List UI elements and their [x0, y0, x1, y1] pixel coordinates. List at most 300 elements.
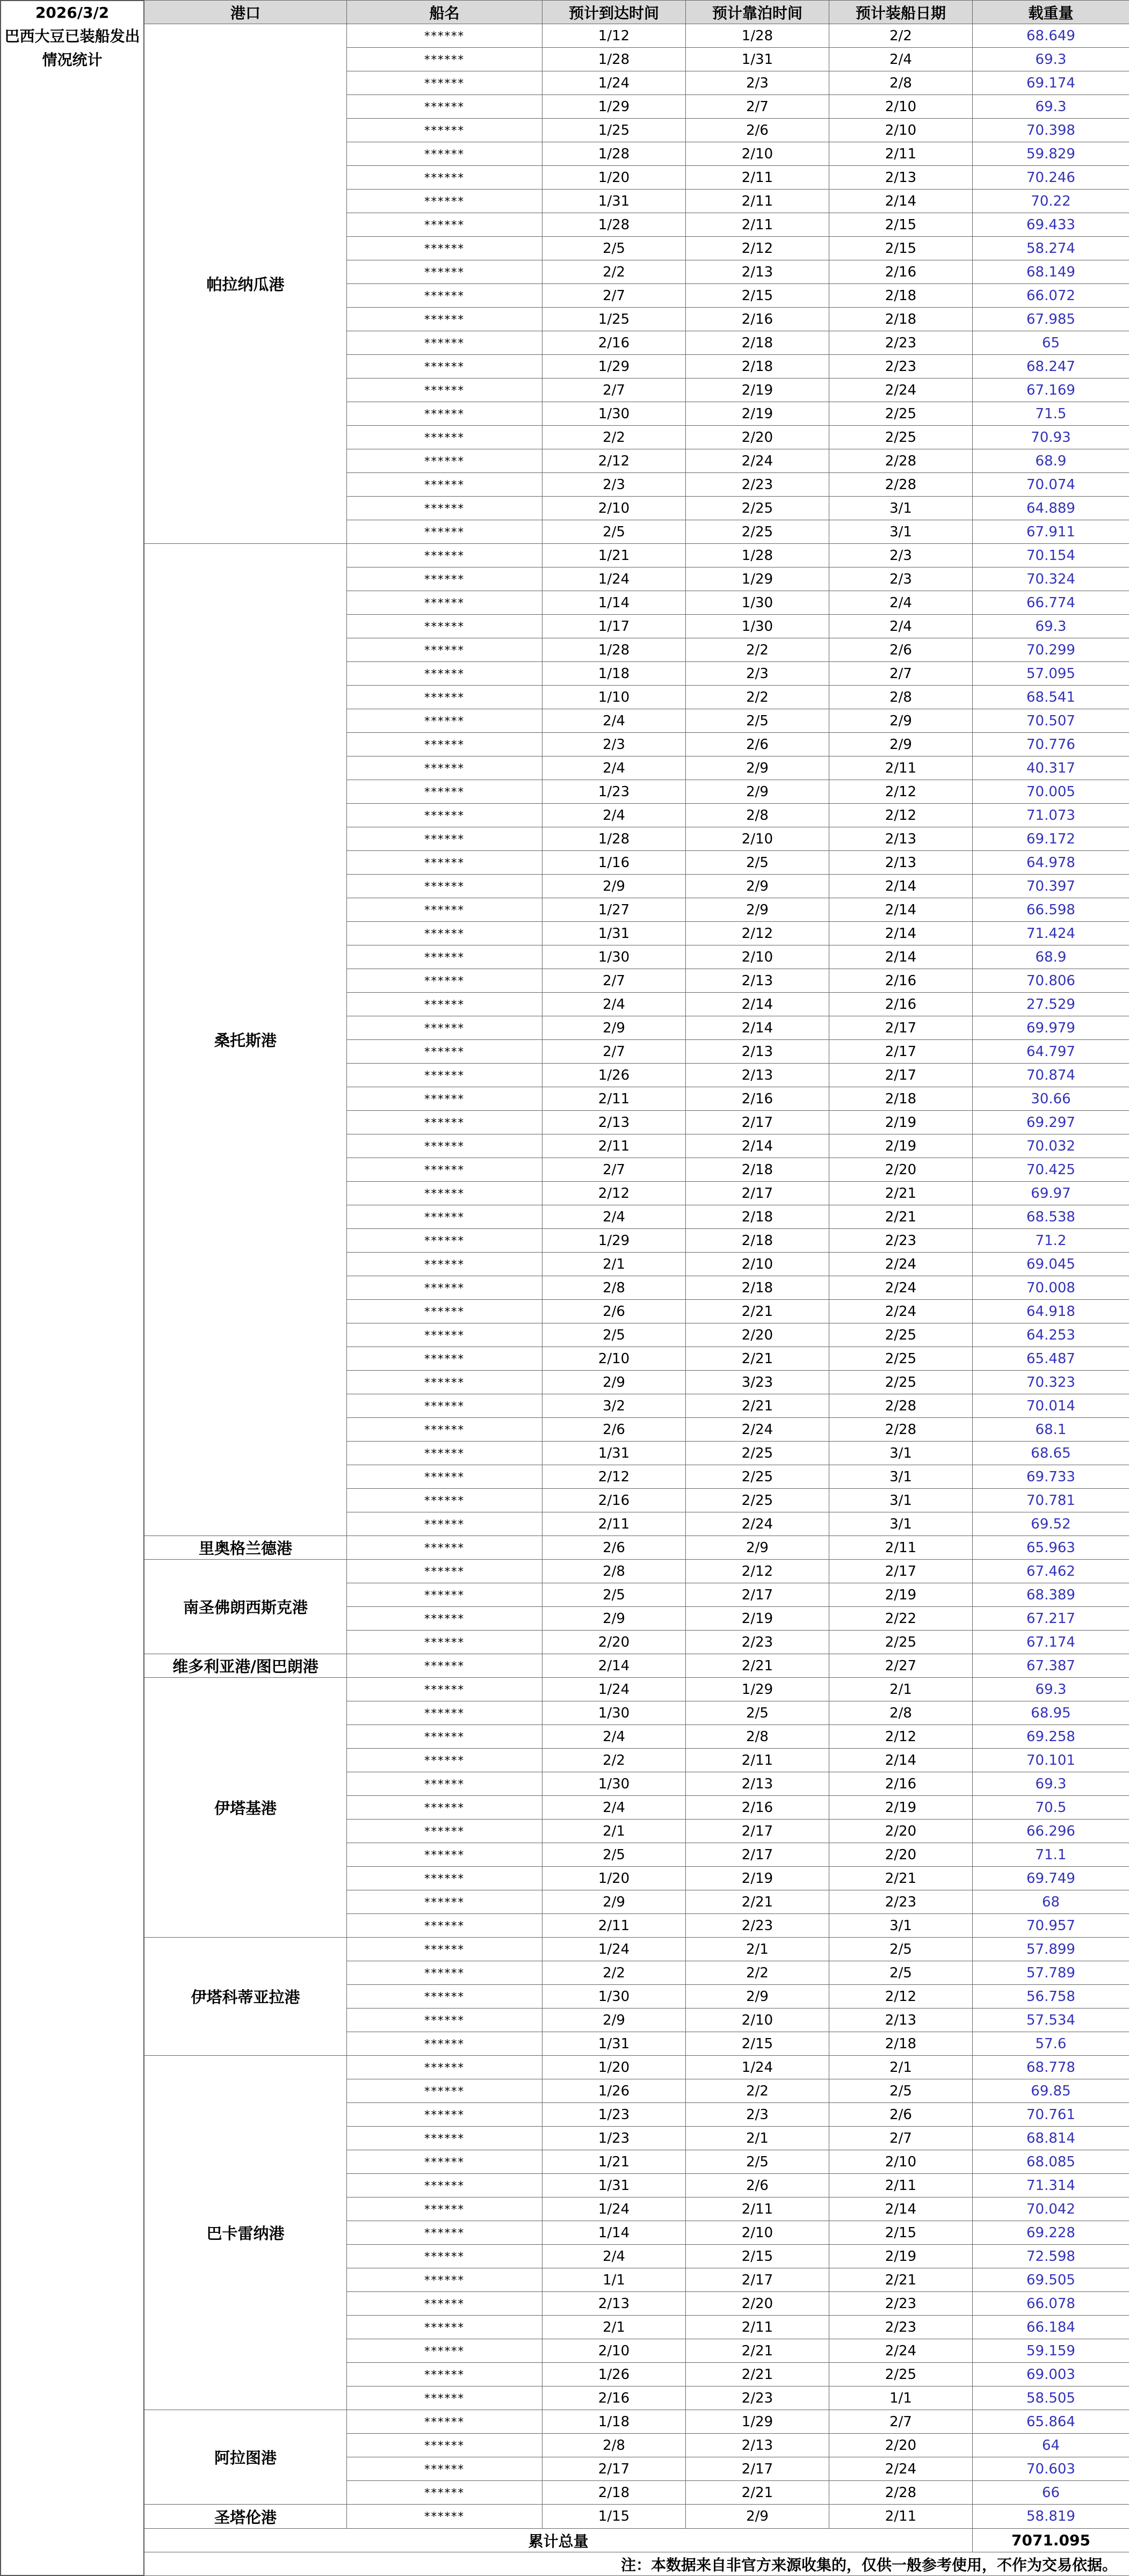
- load-volume: 70.806: [973, 969, 1129, 993]
- table-row: [144, 544, 1129, 567]
- arrival-date: 1/29: [542, 95, 686, 119]
- report-sidebar: [0, 0, 144, 2576]
- ship-name: ******: [347, 1300, 542, 1323]
- ship-name: ******: [347, 1772, 542, 1796]
- berth-date: 2/15: [686, 2245, 829, 2268]
- arrival-date: 1/12: [542, 24, 686, 48]
- port-name: 阿拉图港: [144, 2410, 347, 2505]
- loading-date: 2/4: [829, 48, 973, 71]
- load-volume: 58.819: [973, 2505, 1129, 2529]
- load-volume: 70.781: [973, 1489, 1129, 1512]
- table-row: [144, 2410, 1129, 2434]
- arrival-date: 1/30: [542, 402, 686, 426]
- arrival-date: 1/28: [542, 827, 686, 851]
- load-volume: 70.957: [973, 1914, 1129, 1938]
- berth-date: 2/13: [686, 1064, 829, 1087]
- arrival-date: 2/12: [542, 1182, 686, 1205]
- header-ship: 船名: [347, 1, 542, 24]
- berth-date: 2/3: [686, 71, 829, 95]
- load-volume: 70.005: [973, 780, 1129, 804]
- berth-date: 2/10: [686, 2221, 829, 2245]
- loading-date: 3/1: [829, 1465, 973, 1489]
- loading-date: 2/27: [829, 1654, 973, 1678]
- ship-name: ******: [347, 898, 542, 922]
- load-volume: 69.733: [973, 1465, 1129, 1489]
- arrival-date: 2/6: [542, 1536, 686, 1560]
- load-volume: 57.789: [973, 1961, 1129, 1985]
- ship-name: ******: [347, 2386, 542, 2410]
- load-volume: 69.52: [973, 1512, 1129, 1536]
- loading-date: 2/24: [829, 1300, 973, 1323]
- load-volume: 70.761: [973, 2103, 1129, 2127]
- ship-name: ******: [347, 969, 542, 993]
- berth-date: 2/21: [686, 1347, 829, 1371]
- berth-date: 2/2: [686, 686, 829, 709]
- berth-date: 2/9: [686, 2505, 829, 2529]
- load-volume: 68.65: [973, 1442, 1129, 1465]
- load-volume: 70.008: [973, 1276, 1129, 1300]
- ship-name: ******: [347, 2079, 542, 2103]
- load-volume: 65.963: [973, 1536, 1129, 1560]
- loading-date: 2/14: [829, 898, 973, 922]
- loading-date: 2/14: [829, 1749, 973, 1772]
- berth-date: 2/1: [686, 2127, 829, 2150]
- berth-date: 2/21: [686, 2363, 829, 2386]
- ship-name: ******: [347, 1323, 542, 1347]
- loading-date: 2/25: [829, 1371, 973, 1394]
- arrival-date: 2/16: [542, 1489, 686, 1512]
- berth-date: 2/1: [686, 1938, 829, 1961]
- port-name: 维多利亚港/图巴朗港: [144, 1654, 347, 1678]
- load-volume: 57.534: [973, 2009, 1129, 2032]
- arrival-date: 3/2: [542, 1394, 686, 1418]
- loading-date: 2/25: [829, 1347, 973, 1371]
- arrival-date: 2/8: [542, 1276, 686, 1300]
- ship-name: ******: [347, 638, 542, 662]
- loading-date: 3/1: [829, 1442, 973, 1465]
- ship-name: ******: [347, 1631, 542, 1654]
- arrival-date: 1/24: [542, 1938, 686, 1961]
- berth-date: 3/23: [686, 1371, 829, 1394]
- arrival-date: 1/30: [542, 945, 686, 969]
- load-volume: 68.541: [973, 686, 1129, 709]
- loading-date: 2/17: [829, 1040, 973, 1064]
- loading-date: 2/13: [829, 2009, 973, 2032]
- arrival-date: 1/14: [542, 2221, 686, 2245]
- ship-name: ******: [347, 284, 542, 308]
- loading-date: 2/24: [829, 1276, 973, 1300]
- arrival-date: 2/11: [542, 1914, 686, 1938]
- load-volume: 71.5: [973, 402, 1129, 426]
- load-volume: 70.603: [973, 2457, 1129, 2481]
- header-volume: 载重量: [973, 1, 1129, 24]
- port-name: 帕拉纳瓜港: [144, 24, 347, 544]
- berth-date: 2/21: [686, 2481, 829, 2505]
- loading-date: 2/7: [829, 662, 973, 686]
- loading-date: 2/11: [829, 2174, 973, 2197]
- loading-date: 2/20: [829, 1843, 973, 1867]
- ship-name: ******: [347, 544, 542, 567]
- arrival-date: 1/14: [542, 591, 686, 615]
- ship-name: ******: [347, 331, 542, 355]
- total-label: 累计总量: [144, 2529, 973, 2552]
- load-volume: 72.598: [973, 2245, 1129, 2268]
- berth-date: 2/5: [686, 1701, 829, 1725]
- loading-date: 2/28: [829, 473, 973, 497]
- loading-date: 2/11: [829, 142, 973, 166]
- loading-date: 2/17: [829, 1016, 973, 1040]
- ship-name: ******: [347, 1914, 542, 1938]
- ship-name: ******: [347, 1701, 542, 1725]
- ship-name: ******: [347, 71, 542, 95]
- load-volume: 66.598: [973, 898, 1129, 922]
- arrival-date: 1/29: [542, 1229, 686, 1253]
- load-volume: 70.5: [973, 1796, 1129, 1820]
- arrival-date: 2/18: [542, 2481, 686, 2505]
- berth-date: 2/5: [686, 851, 829, 875]
- loading-date: 2/12: [829, 780, 973, 804]
- load-volume: 67.174: [973, 1631, 1129, 1654]
- load-volume: 70.032: [973, 1134, 1129, 1158]
- ship-name: ******: [347, 993, 542, 1016]
- arrival-date: 2/2: [542, 260, 686, 284]
- ship-name: ******: [347, 1489, 542, 1512]
- ship-name: ******: [347, 1276, 542, 1300]
- total-value: 7071.095: [973, 2529, 1129, 2552]
- load-volume: 71.424: [973, 922, 1129, 945]
- load-volume: 69.3: [973, 1772, 1129, 1796]
- loading-date: 2/10: [829, 2150, 973, 2174]
- load-volume: 69.172: [973, 827, 1129, 851]
- arrival-date: 2/5: [542, 1323, 686, 1347]
- load-volume: 65: [973, 331, 1129, 355]
- arrival-date: 2/2: [542, 1749, 686, 1772]
- loading-date: 2/6: [829, 638, 973, 662]
- berth-date: 2/9: [686, 780, 829, 804]
- ship-name: ******: [347, 709, 542, 733]
- arrival-date: 1/17: [542, 615, 686, 638]
- ship-name: ******: [347, 2032, 542, 2056]
- berth-date: 2/12: [686, 922, 829, 945]
- arrival-date: 2/2: [542, 426, 686, 449]
- loading-date: 3/1: [829, 1489, 973, 1512]
- loading-date: 2/1: [829, 2056, 973, 2079]
- arrival-date: 2/4: [542, 1796, 686, 1820]
- loading-date: 2/8: [829, 71, 973, 95]
- ship-name: ******: [347, 1796, 542, 1820]
- arrival-date: 2/20: [542, 1631, 686, 1654]
- loading-date: 2/17: [829, 1560, 973, 1583]
- arrival-date: 2/6: [542, 1418, 686, 1442]
- arrival-date: 1/23: [542, 2103, 686, 2127]
- ship-name: ******: [347, 567, 542, 591]
- arrival-date: 2/10: [542, 2339, 686, 2363]
- ship-name: ******: [347, 1016, 542, 1040]
- total-row: [144, 2529, 1129, 2552]
- berth-date: 2/21: [686, 1300, 829, 1323]
- arrival-date: 1/24: [542, 71, 686, 95]
- berth-date: 2/21: [686, 2339, 829, 2363]
- ship-name: ******: [347, 142, 542, 166]
- arrival-date: 1/28: [542, 213, 686, 237]
- arrival-date: 1/31: [542, 922, 686, 945]
- berth-date: 2/17: [686, 1843, 829, 1867]
- berth-date: 2/7: [686, 95, 829, 119]
- arrival-date: 2/1: [542, 1253, 686, 1276]
- arrival-date: 2/3: [542, 733, 686, 756]
- ship-name: ******: [347, 1205, 542, 1229]
- loading-date: 2/20: [829, 2434, 973, 2457]
- load-volume: 69.297: [973, 1111, 1129, 1134]
- arrival-date: 2/4: [542, 709, 686, 733]
- ship-name: ******: [347, 1890, 542, 1914]
- berth-date: 1/30: [686, 591, 829, 615]
- ship-name: ******: [347, 48, 542, 71]
- berth-date: 2/6: [686, 2174, 829, 2197]
- berth-date: 2/13: [686, 2434, 829, 2457]
- arrival-date: 2/13: [542, 2292, 686, 2316]
- loading-date: 2/16: [829, 969, 973, 993]
- loading-date: 2/17: [829, 1064, 973, 1087]
- load-volume: 69.505: [973, 2268, 1129, 2292]
- berth-date: 2/2: [686, 2079, 829, 2103]
- loading-date: 2/23: [829, 331, 973, 355]
- berth-date: 2/11: [686, 213, 829, 237]
- arrival-date: 2/5: [542, 520, 686, 544]
- berth-date: 2/11: [686, 1749, 829, 1772]
- ship-name: ******: [347, 686, 542, 709]
- ship-name: ******: [347, 1182, 542, 1205]
- load-volume: 69.003: [973, 2363, 1129, 2386]
- port-name: 南圣佛朗西斯克港: [144, 1560, 347, 1654]
- loading-date: 2/14: [829, 2197, 973, 2221]
- load-volume: 68.649: [973, 24, 1129, 48]
- arrival-date: 1/30: [542, 1701, 686, 1725]
- loading-date: 2/23: [829, 355, 973, 379]
- header-load-date: 预计装船日期: [829, 1, 973, 24]
- ship-name: ******: [347, 1158, 542, 1182]
- berth-date: 2/10: [686, 945, 829, 969]
- arrival-date: 2/9: [542, 1016, 686, 1040]
- loading-date: 2/28: [829, 2481, 973, 2505]
- berth-date: 2/9: [686, 1536, 829, 1560]
- ship-name: ******: [347, 190, 542, 213]
- berth-date: 2/25: [686, 497, 829, 520]
- berth-date: 2/18: [686, 331, 829, 355]
- ship-name: ******: [347, 662, 542, 686]
- table-row: [144, 1938, 1129, 1961]
- arrival-date: 2/9: [542, 1607, 686, 1631]
- berth-date: 1/29: [686, 1678, 829, 1701]
- berth-date: 1/28: [686, 544, 829, 567]
- load-volume: 68.538: [973, 1205, 1129, 1229]
- arrival-date: 1/16: [542, 851, 686, 875]
- berth-date: 2/13: [686, 260, 829, 284]
- loading-date: 2/11: [829, 756, 973, 780]
- load-volume: 70.101: [973, 1749, 1129, 1772]
- load-volume: 66.296: [973, 1820, 1129, 1843]
- table-row: [144, 1678, 1129, 1701]
- load-volume: 69.3: [973, 615, 1129, 638]
- loading-date: 2/14: [829, 945, 973, 969]
- ship-name: ******: [347, 2009, 542, 2032]
- arrival-date: 2/1: [542, 1820, 686, 1843]
- load-volume: 70.323: [973, 1371, 1129, 1394]
- arrival-date: 1/28: [542, 48, 686, 71]
- loading-date: 2/18: [829, 2032, 973, 2056]
- loading-date: 2/15: [829, 2221, 973, 2245]
- ship-name: ******: [347, 379, 542, 402]
- load-volume: 57.6: [973, 2032, 1129, 2056]
- load-volume: 68.247: [973, 355, 1129, 379]
- loading-date: 2/9: [829, 709, 973, 733]
- berth-date: 1/29: [686, 567, 829, 591]
- table-row: [144, 2505, 1129, 2529]
- berth-date: 2/13: [686, 969, 829, 993]
- berth-date: 2/24: [686, 449, 829, 473]
- ship-name: ******: [347, 24, 542, 48]
- ship-name: ******: [347, 591, 542, 615]
- arrival-date: 2/4: [542, 804, 686, 827]
- load-volume: 30.66: [973, 1087, 1129, 1111]
- port-name: 圣塔伦港: [144, 2505, 347, 2529]
- arrival-date: 1/26: [542, 1064, 686, 1087]
- table-row: [144, 1536, 1129, 1560]
- berth-date: 2/21: [686, 1654, 829, 1678]
- berth-date: 2/25: [686, 520, 829, 544]
- arrival-date: 2/9: [542, 1890, 686, 1914]
- loading-date: 2/21: [829, 1867, 973, 1890]
- berth-date: 2/21: [686, 1890, 829, 1914]
- berth-date: 2/18: [686, 1205, 829, 1229]
- load-volume: 66.774: [973, 591, 1129, 615]
- loading-date: 2/23: [829, 1229, 973, 1253]
- arrival-date: 2/5: [542, 237, 686, 260]
- ship-name: ******: [347, 1607, 542, 1631]
- load-volume: 65.487: [973, 1347, 1129, 1371]
- ship-name: ******: [347, 2363, 542, 2386]
- arrival-date: 2/14: [542, 1654, 686, 1678]
- loading-date: 2/20: [829, 1158, 973, 1182]
- loading-date: 2/7: [829, 2410, 973, 2434]
- berth-date: 1/24: [686, 2056, 829, 2079]
- arrival-date: 1/28: [542, 638, 686, 662]
- ship-name: ******: [347, 260, 542, 284]
- load-volume: 66: [973, 2481, 1129, 2505]
- report-date: 2026/3/2: [35, 4, 110, 21]
- arrival-date: 1/23: [542, 2127, 686, 2150]
- loading-date: 2/18: [829, 308, 973, 331]
- berth-date: 2/19: [686, 1867, 829, 1890]
- port-name: 里奥格兰德港: [144, 1536, 347, 1560]
- ship-name: ******: [347, 95, 542, 119]
- loading-date: 2/25: [829, 426, 973, 449]
- loading-date: 2/21: [829, 2268, 973, 2292]
- berth-date: 2/14: [686, 1134, 829, 1158]
- arrival-date: 2/16: [542, 331, 686, 355]
- loading-date: 2/11: [829, 1536, 973, 1560]
- loading-date: 2/28: [829, 1394, 973, 1418]
- arrival-date: 2/9: [542, 875, 686, 898]
- ship-name: ******: [347, 213, 542, 237]
- note-row: [144, 2552, 1129, 2576]
- report-title: 巴西大豆已装船发出情况统计: [4, 27, 140, 69]
- arrival-date: 1/30: [542, 1985, 686, 2009]
- load-volume: 27.529: [973, 993, 1129, 1016]
- loading-date: 2/23: [829, 2316, 973, 2339]
- load-volume: 69.045: [973, 1253, 1129, 1276]
- header-berth: 预计靠泊时间: [686, 1, 829, 24]
- load-volume: 69.979: [973, 1016, 1129, 1040]
- load-volume: 69.3: [973, 95, 1129, 119]
- berth-date: 2/10: [686, 142, 829, 166]
- berth-date: 2/15: [686, 2032, 829, 2056]
- load-volume: 58.505: [973, 2386, 1129, 2410]
- arrival-date: 1/18: [542, 2410, 686, 2434]
- load-volume: 68.149: [973, 260, 1129, 284]
- load-volume: 71.1: [973, 1843, 1129, 1867]
- ship-name: ******: [347, 851, 542, 875]
- loading-date: 3/1: [829, 1512, 973, 1536]
- arrival-date: 2/4: [542, 756, 686, 780]
- ship-name: ******: [347, 1536, 542, 1560]
- load-volume: 66.184: [973, 2316, 1129, 2339]
- berth-date: 2/9: [686, 875, 829, 898]
- ship-name: ******: [347, 756, 542, 780]
- ship-name: ******: [347, 497, 542, 520]
- table-row: [144, 1654, 1129, 1678]
- ship-name: ******: [347, 308, 542, 331]
- ship-name: ******: [347, 1465, 542, 1489]
- arrival-date: 1/20: [542, 166, 686, 190]
- loading-date: 2/4: [829, 591, 973, 615]
- load-volume: 69.3: [973, 48, 1129, 71]
- load-volume: 68.9: [973, 945, 1129, 969]
- arrival-date: 1/31: [542, 2174, 686, 2197]
- berth-date: 2/13: [686, 1772, 829, 1796]
- berth-date: 2/5: [686, 709, 829, 733]
- ship-name: ******: [347, 473, 542, 497]
- arrival-date: 2/3: [542, 473, 686, 497]
- loading-date: 2/24: [829, 2457, 973, 2481]
- loading-date: 2/19: [829, 1134, 973, 1158]
- table-row: [144, 24, 1129, 48]
- ship-name: ******: [347, 166, 542, 190]
- arrival-date: 2/10: [542, 497, 686, 520]
- loading-date: 3/1: [829, 520, 973, 544]
- berth-date: 2/14: [686, 993, 829, 1016]
- loading-date: 2/3: [829, 567, 973, 591]
- load-volume: 67.911: [973, 520, 1129, 544]
- ship-name: ******: [347, 1253, 542, 1276]
- loading-date: 2/21: [829, 1182, 973, 1205]
- ship-name: ******: [347, 1512, 542, 1536]
- ship-name: ******: [347, 922, 542, 945]
- loading-date: 2/10: [829, 95, 973, 119]
- loading-date: 2/1: [829, 1678, 973, 1701]
- load-volume: 70.874: [973, 1064, 1129, 1087]
- loading-date: 2/23: [829, 2292, 973, 2316]
- load-volume: 70.246: [973, 166, 1129, 190]
- berth-date: 2/12: [686, 1560, 829, 1583]
- berth-date: 2/16: [686, 1087, 829, 1111]
- loading-date: 2/24: [829, 379, 973, 402]
- berth-date: 2/11: [686, 190, 829, 213]
- berth-date: 2/10: [686, 827, 829, 851]
- berth-date: 2/19: [686, 379, 829, 402]
- ship-name: ******: [347, 2316, 542, 2339]
- ship-name: ******: [347, 1394, 542, 1418]
